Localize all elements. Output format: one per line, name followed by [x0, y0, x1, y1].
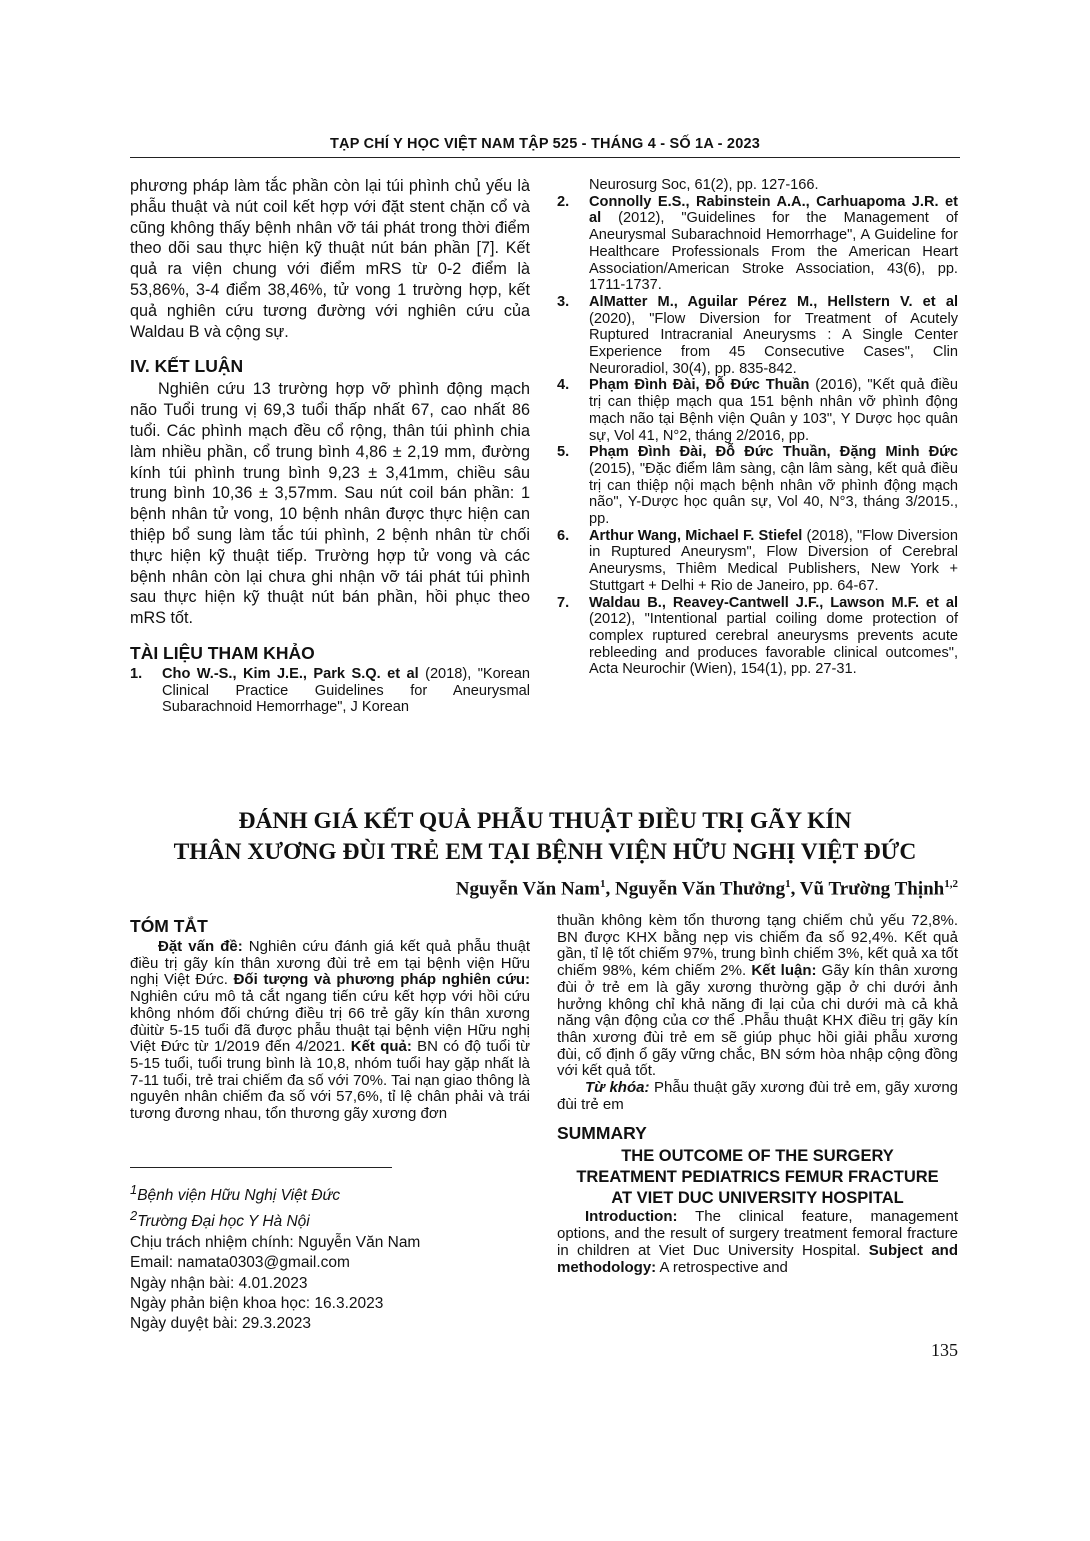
abstract-sentence: Nghiên cứu đánh giá kết quả phẫu thuật điều trị gãy kín thân xương đùi trẻ em tại bệnh viện Hữu nghị Việt Đức.	[130, 938, 530, 989]
affiliation-text: Bệnh viện Hữu Nghị Việt Đức	[137, 1187, 341, 1205]
reference-authors: Waldau B., Reavey-Cantwell J.F., Lawson M.F. et al	[589, 594, 958, 611]
reference-text: (2012), "Intentional partial coiling dome protection of complex ruptured cerebral aneurysms prevents acute rebleeding and produces favorable clinical outcomes", Acta Neurochir (Wien), 154(1), pp. 27-31.	[589, 611, 958, 678]
abstract-left	[130, 916, 530, 1123]
reference-item	[557, 194, 958, 294]
reference-text: (2016), "Kết quả điều trị can thiệp mạch qua 151 bệnh nhân vỡ phình động mạch não tại Bệnh viện Quân y 103", Y Dược học quân sự, Vol 41, N°2, tháng 2/2016, pp.	[589, 377, 959, 444]
article-title-line: THÂN XƯƠNG ĐÙI TRẺ EM TẠI BỆNH VIỆN HỮU NGHỊ VIỆT ĐỨC	[173, 839, 917, 865]
reference-text: (2018), "Flow Diversion in Ruptured Aneurysm", Flow Diversion of Cerebral Aneurysms, Thiêm Medical Publishers, New York + Stuttgart + Delhi + Rio de Janeiro, pp. 64-67.	[589, 527, 958, 594]
conclusion-heading: IV. KẾT LUẬN	[130, 356, 244, 377]
article-title-line: ĐÁNH GIÁ KẾT QUẢ PHẪU THUẬT ĐIỀU TRỊ GÃY KÍN	[238, 808, 852, 834]
article-title	[130, 806, 960, 868]
keywords-label: Từ khóa:	[585, 1079, 650, 1097]
reference-number: 1.	[130, 665, 143, 682]
affiliation-1	[130, 1180, 530, 1206]
abstract-label: Đặt vấn đề:	[158, 938, 243, 955]
reference-item	[557, 377, 958, 444]
summary-label: Introduction:	[585, 1208, 678, 1226]
reference-number: 6.	[557, 527, 570, 544]
abstract-right	[557, 913, 958, 1276]
abstract-sentence: thuần không kèm tổn thương tạng chiếm chủ yếu 72,8%. BN được KHX bằng nẹp vis chiếm đa số 92,4%. Kết quả gần, tỉ lệ tốt chiếm 97%, trung bình chiếm 3%, kết quả xa tốt chiếm 98%, kém chiếm 2%.	[557, 912, 958, 980]
summary-title-line: TREATMENT PEDIATRICS FEMUR FRACTURE	[576, 1168, 939, 1187]
summary-label: Subject and methodology:	[557, 1241, 958, 1276]
abstract-label: Đối tượng và phương pháp nghiên cứu:	[233, 971, 530, 989]
footnotes	[130, 1180, 530, 1334]
reference-item	[557, 595, 958, 679]
page-number: 135	[931, 1340, 958, 1360]
reference-item	[557, 294, 958, 378]
reviewed-date: Ngày phản biện khoa học: 16.3.2023	[130, 1294, 384, 1312]
reference-number: 3.	[557, 293, 570, 310]
author-name: Nguyễn Văn Nam	[455, 878, 600, 900]
abstract-heading: TÓM TẮT	[130, 916, 208, 936]
reference-authors: Arthur Wang, Michael F. Stiefel	[589, 527, 803, 544]
affiliation-mark: 2	[130, 1208, 138, 1224]
reference-number: 5.	[557, 444, 570, 461]
author-name: Vũ Trường Thịnh	[799, 878, 945, 900]
abstract-text	[130, 939, 530, 1123]
email: Email: namata0303@gmail.com	[130, 1254, 350, 1272]
corresponding-author: Chịu trách nhiệm chính: Nguyễn Văn Nam	[130, 1233, 421, 1251]
reference-authors: Phạm Đình Đài, Đỗ Đức Thuần, Đặng Minh Đức	[589, 444, 958, 461]
abstract-label: Kết luận:	[751, 962, 817, 980]
reference-text: (2018), "Korean Clinical Practice Guidelines for Aneurysmal Subarachnoid Hemorrhage", J Korean	[162, 665, 530, 716]
keywords-text: Phẫu thuật gãy xương đùi trẻ em, gãy xương đùi trẻ em	[557, 1079, 959, 1113]
reference-number: 7.	[557, 594, 570, 611]
reference-authors: AlMatter M., Aguilar Pérez M., Hellstern V. et al	[589, 293, 958, 310]
author-list	[456, 878, 958, 900]
keywords	[557, 1080, 958, 1113]
right-column-references	[557, 177, 958, 678]
reference-number: 4.	[557, 377, 570, 394]
summary-title-line: AT VIET DUC UNIVERSITY HOSPITAL	[611, 1189, 904, 1208]
header-rule	[130, 157, 960, 158]
author-affiliation-mark: 1	[785, 878, 791, 890]
reference-authors: Phạm Đình Đài, Đỗ Đức Thuần	[589, 377, 810, 394]
references-heading: TÀI LIỆU THAM KHẢO	[130, 642, 315, 663]
discussion-continuation: phương pháp làm tắc phần còn lại túi phình chủ yếu là phẫu thuật và nút coil kết hợp với đặt stent chặn cổ và cũng không thấy bệnh nhân vỡ tái phát trong thời điểm theo dõi sau thực hiện kỹ thuật nút bán phần [7]. Kết quả ra viện chung với điểm mRS từ 0-2 điểm là 53,86%, 3-4 điểm 38,46%, tử vong 1 trường hợp, kết quả nghiên cứu tương đường với nghiên cứu của Waldau B và cộng sự.	[130, 177, 530, 341]
abstract-label: Kết quả:	[350, 1038, 412, 1056]
reference-item	[557, 177, 958, 194]
received-date: Ngày nhận bài: 4.01.2023	[130, 1274, 308, 1292]
reference-item	[557, 444, 958, 528]
reference-number: 2.	[557, 193, 570, 210]
affiliation-mark: 1	[130, 1182, 138, 1197]
abstract-sentence: Nghiên cứu mô tả cắt ngang tiến cứu kết hợp với hồi cứu không nhóm đối chứng điều trị 66 trẻ gãy kín thân xương đùitừ 5-15 tuổi đã được phẫu thuật tại bệnh viện Hữu nghị Việt Đức từ 1/2019 đến 4/2021.	[130, 988, 530, 1056]
reference-item	[557, 528, 958, 595]
abstract-text-continued	[557, 913, 958, 1080]
author-separator: ,	[605, 878, 615, 900]
author-separator: ,	[790, 878, 800, 900]
summary-text	[557, 1209, 958, 1276]
summary-sentence: The clinical feature, management options, and the result of surgery treatment femoral fracture in children at Viet Duc University Hospital.	[557, 1208, 958, 1259]
reference-text: (2020), "Flow Diversion for Treatment of Acutely Ruptured Intracranial Aneurysms : A Single Center Experience from 45 Consecutive Cases", Clin Neuroradiol, 30(4), pp. 835-842.	[589, 310, 958, 377]
affiliation-text: Trường Đại học Y Hà Nội	[137, 1213, 310, 1231]
accepted-date: Ngày duyệt bài: 29.3.2023	[130, 1315, 311, 1333]
reference-text: (2012), "Guidelines for the Management of Aneurysmal Subarachnoid Hemorrhage", A Guideline for Healthcare Professionals From the American Heart Association/American Stroke Association, 43(6), pp. 1711-1737.	[589, 210, 958, 294]
affiliation-2	[130, 1206, 530, 1232]
author-affiliation-mark: 1,2	[944, 878, 958, 890]
author-name: Nguyễn Văn Thưởng	[615, 878, 786, 900]
author-affiliation-mark: 1	[600, 878, 606, 890]
journal-header: TẠP CHÍ Y HỌC VIỆT NAM TẬP 525 - THÁNG 4 - SỐ 1A - 2023	[330, 136, 760, 152]
reference-text: (2015), "Đặc điểm lâm sàng, cận lâm sàng, kết quả điều trị can thiệp nội mạch bệnh nhân vỡ phình động mạch não", Y-Dược học quân sự, Vol 40, N°3, tháng 3/2015., pp.	[589, 460, 958, 528]
left-column-top	[130, 176, 530, 716]
abstract-sentence: Gãy kín thân xương đùi ở trẻ em là gãy xương thường gặp ở chi dưới ảnh hưởng không chỉ khả năng đi lại của chi dưới mà cả khả năng vận động của cơ thể .Phẫu thuật KHX điều trị gãy kín thân xương đùi trẻ em sẽ giúp phục hồi giải phẫu xương đùi, cố định ổ gãy vững chắc, BN sớm hòa nhập cộng đồng với kết quả tốt.	[557, 962, 958, 1080]
summary-sentence: A retrospective and	[656, 1258, 788, 1276]
reference-authors: Connolly E.S., Rabinstein A.A., Carhuapoma J.R. et al	[589, 193, 958, 227]
reference-authors: Cho W.-S., Kim J.E., Park S.Q. et al	[162, 665, 419, 682]
footnote-rule	[130, 1167, 392, 1168]
abstract-sentence: BN có độ tuổi từ 5-15 tuổi, tuổi trung bình là 10,8, nhóm tuổi hay gặp nhất là 7-11 tuổi, trẻ trai chiếm đa số với 70%. Tai nạn giao thông là nguyên nhân chiếm đa số với 57,6%, tỉ lệ chân phải và trái tương đương nhau, tổn thương gãy xương đơn	[130, 1038, 530, 1123]
summary-title	[557, 1146, 958, 1209]
reference-item	[130, 666, 530, 716]
reference-continuation: Neurosurg Soc, 61(2), pp. 127-166.	[589, 177, 819, 193]
summary-title-line: THE OUTCOME OF THE SURGERY	[621, 1147, 894, 1166]
conclusion-text: Nghiên cứu 13 trường hợp vỡ phình động mạch não Tuổi trung vị 69,3 tuổi thấp nhất 67, cao nhất 86 tuổi. Các phình mạch đều cổ rộng, thân túi phình chia làm nhiều phần, cổ trung bình 4,86 ± 2,19 mm, đường kính túi phình trung bình 9,23 ± 3,41mm, chiều sâu trung bình 10,36 ± 3,57mm. Sau nút coil bán phần: 1 bệnh nhân tử vong, 10 bệnh nhân được thực hiện can thiệp bổ sung làm tắc túi phình, 2 bệnh nhân từ chối thực hiện kỹ thuật tiếp. Trường hợp tử vong và các bệnh nhân còn lại chưa ghi nhận vỡ tái phát túi phình sau thực hiện kỹ thuật nút bán phần, hồi phục theo mRS tốt.	[130, 380, 530, 628]
summary-heading: SUMMARY	[557, 1123, 647, 1144]
